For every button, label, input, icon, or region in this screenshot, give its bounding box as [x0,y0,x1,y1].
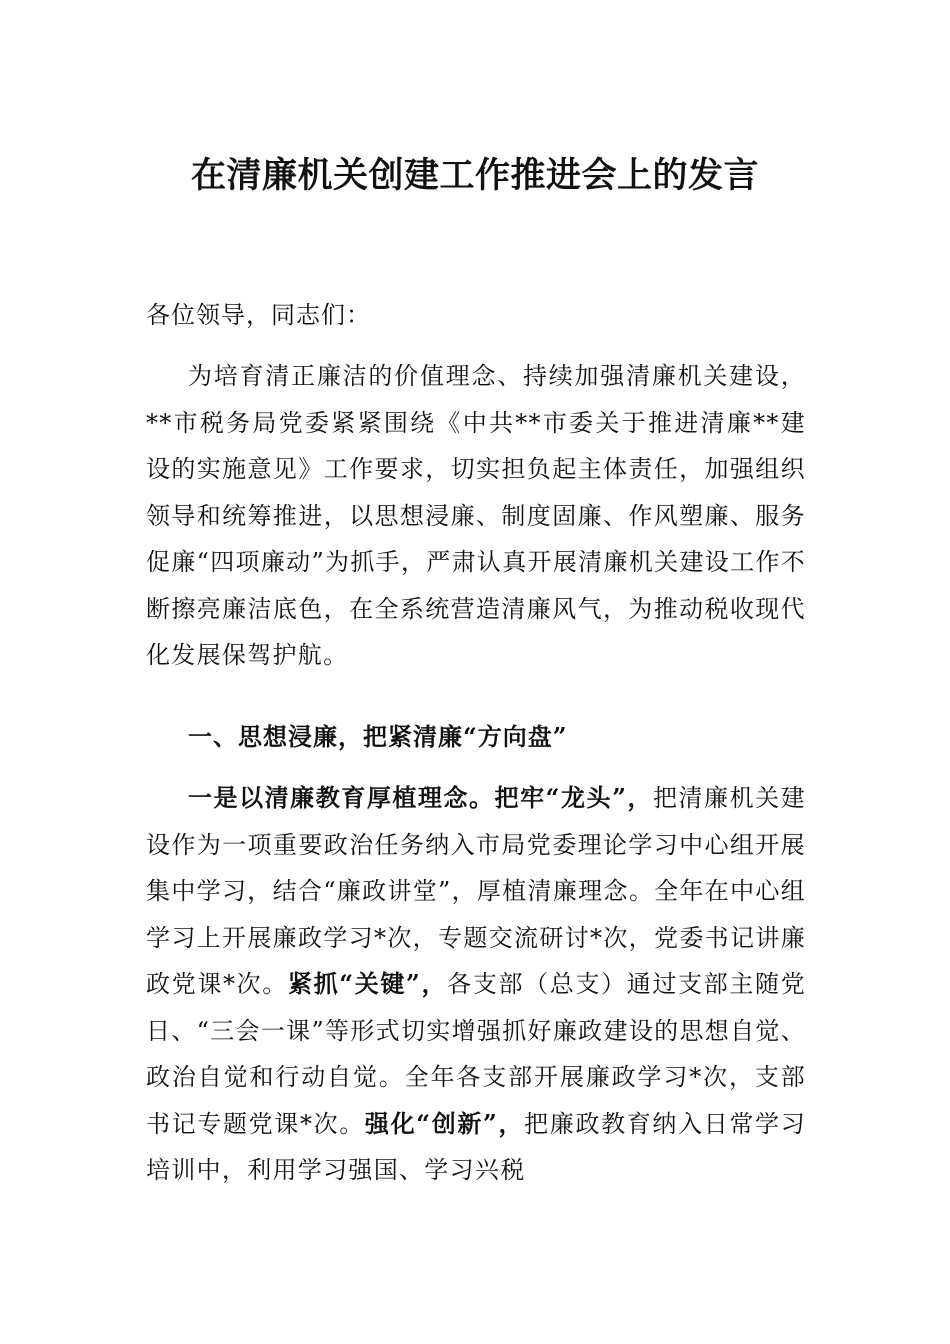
paragraph-text: 把清廉机关建设作为一项重要政治任务纳入市局党委理论学习中心组开展集中学习，结合“廉政讲堂”，厚植清廉理念。全年在中心组学习上开展廉政学习*次，专题交流研讨*次，党委书记讲廉政党课*次。 [146,784,806,998]
paragraph-intro: 为培育清正廉洁的价值理念、持续加强清廉机关建设，**市税务局党委紧紧围绕《中共**市委关于推进清廉**建设的实施意见》工作要求，切实担负起主体责任，加强组织领导和统筹推进，以思想浸廉、制度固廉、作风塑廉、服务促廉“四项廉动”为抓手，严肃认真开展清廉机关建设工作不断擦亮廉洁底色，在全系统营造清廉风气，为推动税收现代化发展保驾护航。 [146,362,806,669]
paragraph-emphasis: 紧抓“关键”， [287,969,448,998]
paragraph-lead-bold: 一是以清廉教育厚植理念。把牢“龙头”， [188,783,653,812]
section-heading: 一、思想浸廉，把紧清廉“方向盘” [188,722,568,751]
salutation: 各位领导，同志们： [146,301,371,329]
paragraph-emphasis: 强化“创新”， [364,1108,525,1138]
paragraph-text: 把廉政教育纳入日常学习培训中，利用学习强国、学习兴税 [146,1109,807,1184]
document-title: 在清廉机关创建工作推进会上的发言 [190,155,759,196]
paragraph-text: 各支部（总支）通过支部主随党日、“三会一课”等形式切实增强抓好廉政建设的思想自觉、政治自觉和行动自觉。全年各支部开展廉政学习*次，支部书记专题党课*次。 [146,970,807,1138]
paragraph-section-one [146,775,806,1194]
